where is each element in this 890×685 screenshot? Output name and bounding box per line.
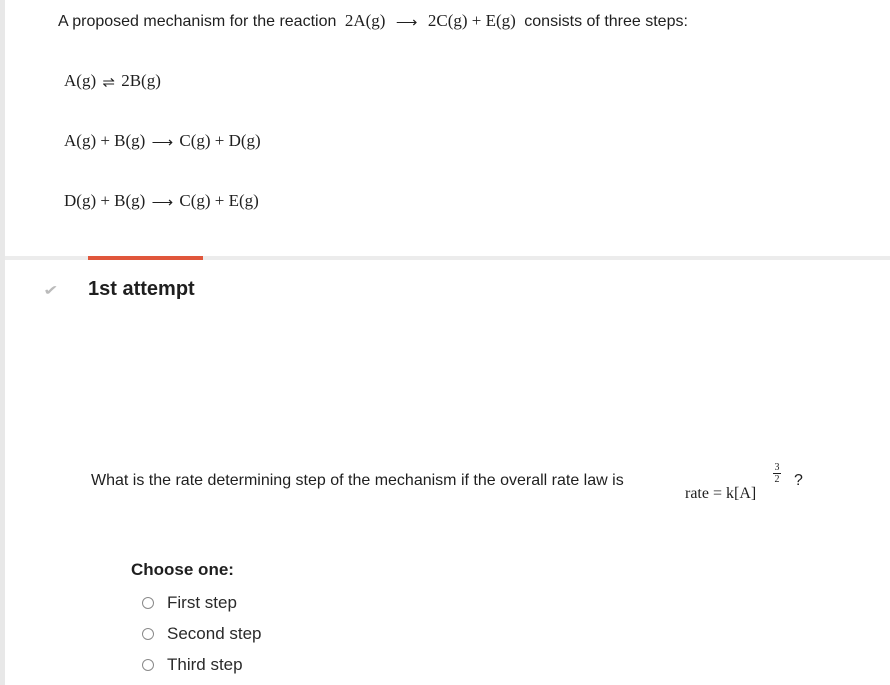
attempt-tab-indicator <box>88 256 203 260</box>
option-label: Third step <box>167 655 243 674</box>
reaction-arrow: ⟶ <box>395 14 418 31</box>
mechanism-step-3 <box>64 191 259 211</box>
left-border <box>0 0 5 685</box>
radio-button[interactable] <box>142 659 154 671</box>
reaction-arrow: ⟶ <box>151 195 174 211</box>
exponent-numerator: 3 <box>774 462 780 473</box>
rate-exponent <box>771 462 783 485</box>
attempt-title[interactable]: 1st attempt <box>88 278 195 300</box>
mechanism-step-2 <box>64 131 261 151</box>
option-second-step[interactable] <box>142 622 262 646</box>
radio-button[interactable] <box>142 597 154 609</box>
intro-text-before: A proposed mechanism for the reaction <box>58 13 337 30</box>
chevron-down-icon[interactable]: ✔ <box>43 282 59 298</box>
reaction-arrow: ⟶ <box>151 135 174 151</box>
option-label: First step <box>167 593 237 612</box>
question-mark: ? <box>794 472 803 489</box>
rate-law: rate = k[A] <box>685 485 757 502</box>
reaction-left: 2A(g) <box>344 11 386 30</box>
reaction-right: 2C(g) + E(g) <box>427 11 516 30</box>
radio-button[interactable] <box>142 628 154 640</box>
step-1-right: 2B(g) <box>121 71 161 90</box>
mechanism-step-1 <box>64 71 161 91</box>
step-3-left: D(g) + B(g) <box>64 191 146 210</box>
option-third-step[interactable] <box>142 653 243 677</box>
exponent-denominator: 2 <box>774 474 780 485</box>
step-1-left: A(g) <box>64 71 97 90</box>
step-2-right: C(g) + D(g) <box>179 131 261 150</box>
question-text: What is the rate determining step of the mechanism if the overall rate law is <box>91 472 624 489</box>
equilibrium-arrow: ⇌ <box>102 75 115 91</box>
step-3-right: C(g) + E(g) <box>179 191 259 210</box>
option-label: Second step <box>167 624 262 643</box>
choose-one-label: Choose one: <box>131 560 234 579</box>
intro-text-after: consists of three steps: <box>524 13 688 30</box>
problem-intro <box>58 10 688 33</box>
step-2-left: A(g) + B(g) <box>64 131 146 150</box>
option-first-step[interactable] <box>142 591 237 615</box>
